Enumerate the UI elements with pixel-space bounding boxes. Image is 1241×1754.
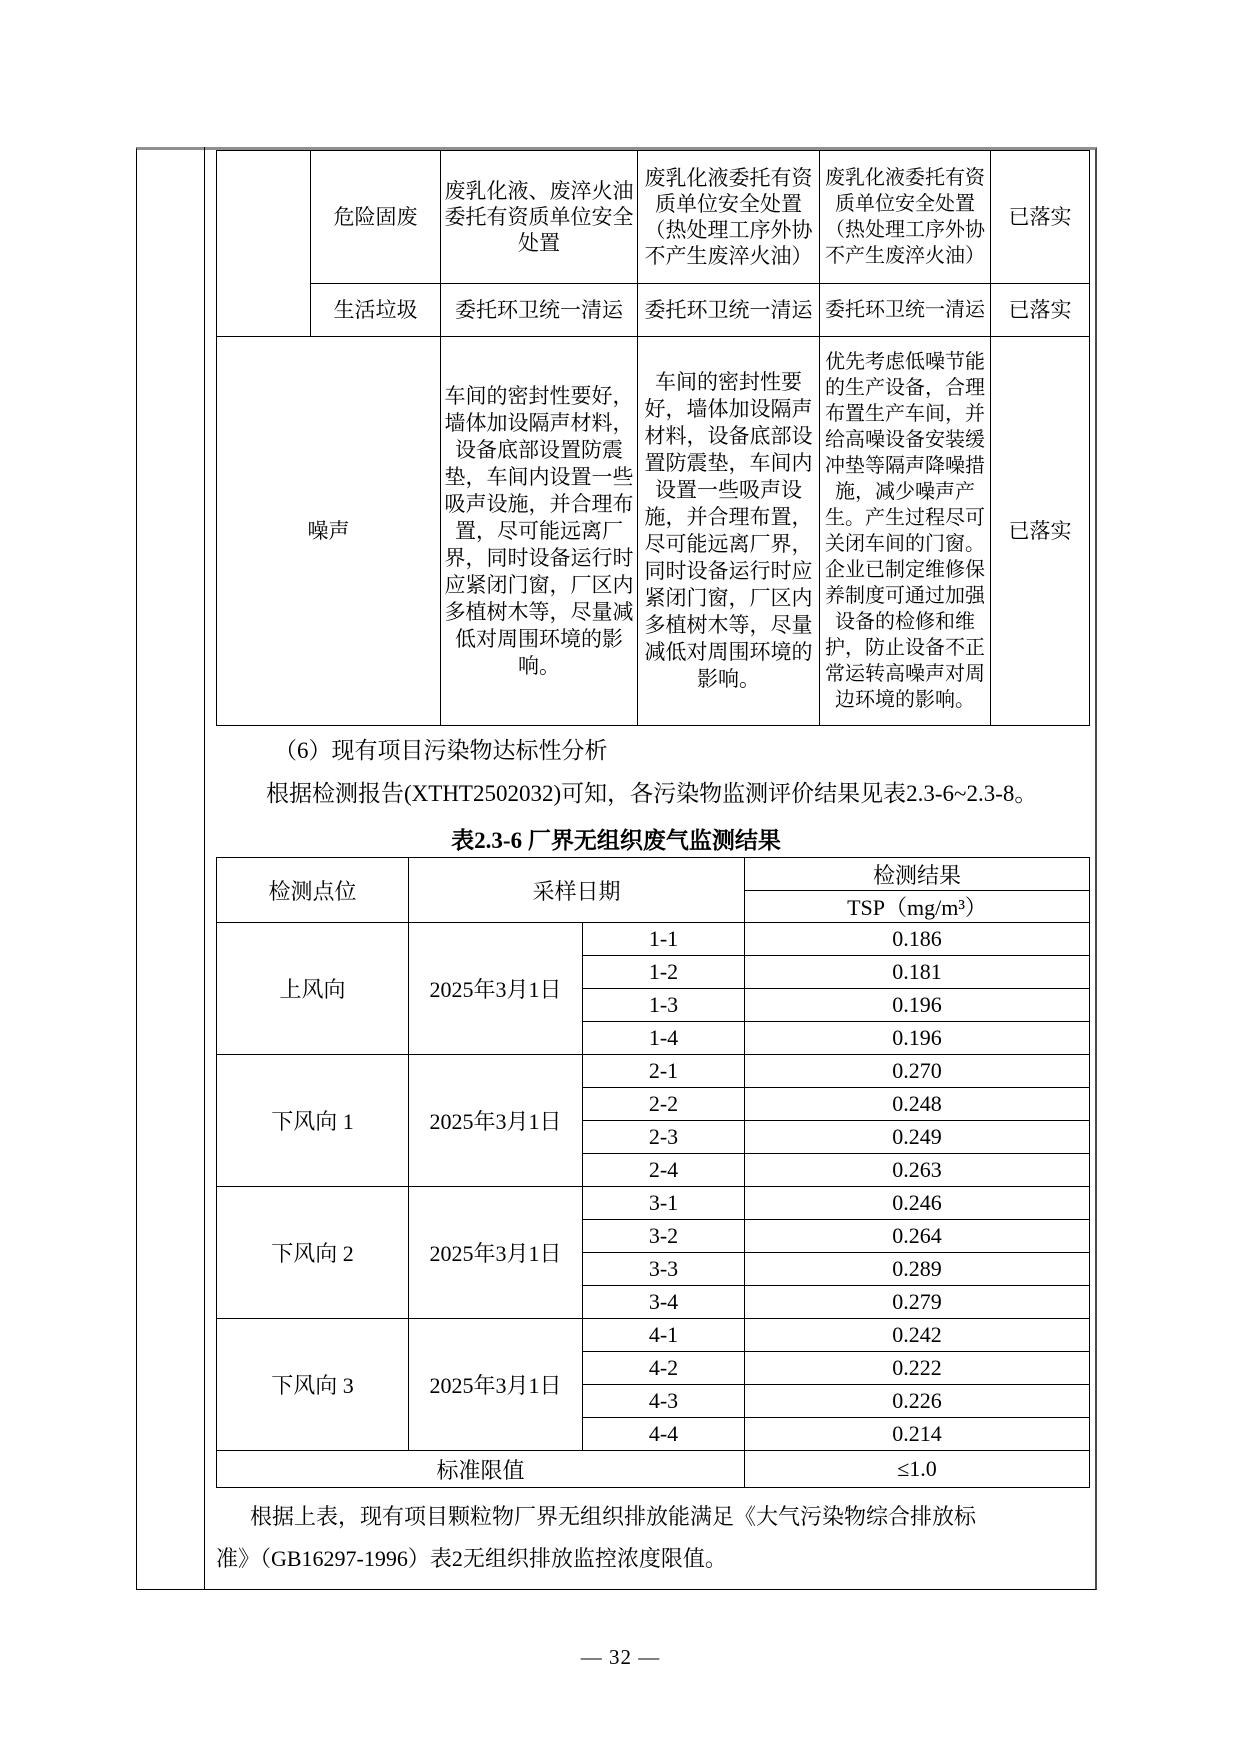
tsp-value-cell: 0.222 (745, 1352, 1090, 1385)
sample-id-cell: 4-3 (583, 1385, 745, 1418)
tsp-value-cell: 0.289 (745, 1253, 1090, 1286)
tsp-value-cell: 0.249 (745, 1121, 1090, 1154)
existing-measure-cell: 废乳化液、废淬火油委托有资质单位安全处置 (441, 151, 638, 284)
tsp-value-cell: 0.248 (745, 1088, 1090, 1121)
sample-id-cell: 1-2 (583, 956, 745, 989)
sample-id-cell: 2-2 (583, 1088, 745, 1121)
header-date: 采样日期 (409, 858, 745, 923)
proposed-measure-cell: 废乳化液委托有资质单位安全处置（热处理工序外协不产生废淬火油） (638, 151, 820, 284)
header-point: 检测点位 (217, 858, 409, 923)
sample-id-cell: 4-1 (583, 1319, 745, 1352)
sample-id-cell: 2-4 (583, 1154, 745, 1187)
limit-label-cell: 标准限值 (217, 1451, 745, 1488)
final-measure-cell: 委托环卫统一清运 (820, 284, 991, 337)
tsp-value-cell: 0.270 (745, 1055, 1090, 1088)
intro-paragraph: 根据检测报告(XTHT2502032)可知，各污染物监测评价结果见表2.3-6~2.3-8。 (266, 781, 1038, 806)
limit-row (217, 1451, 1090, 1488)
sample-id-cell: 4-2 (583, 1352, 745, 1385)
point-cell: 下风向 3 (217, 1319, 409, 1451)
sample-id-cell: 1-1 (583, 923, 745, 956)
date-cell: 2025年3月1日 (409, 1319, 583, 1451)
sample-id-cell: 4-4 (583, 1418, 745, 1451)
tsp-value-cell: 0.196 (745, 1022, 1090, 1055)
final-measure-cell: 优先考虑低噪节能的生产设备，合理布置生产车间，并给高噪设备安装缓冲垫等隔声降噪措施，减少噪声产生。产生过程尽可关闭车间的门窗。企业已制定维修保养制度可通过加强设备的检修和维护，防止设备不正常运转高噪声对周边环境的影响。 (820, 337, 991, 726)
date-cell: 2025年3月1日 (409, 923, 583, 1055)
item-cell: 噪声 (217, 337, 441, 726)
header-unit: TSP（mg/m³） (745, 891, 1090, 923)
point-cell: 上风向 (217, 923, 409, 1055)
table-row (217, 337, 1090, 726)
tsp-value-cell: 0.246 (745, 1187, 1090, 1220)
header-result: 检测结果 (745, 858, 1090, 891)
tsp-value-cell: 0.279 (745, 1286, 1090, 1319)
sample-id-cell: 1-4 (583, 1022, 745, 1055)
status-cell: 已落实 (991, 337, 1090, 726)
final-measure-cell: 废乳化液委托有资质单位安全处置（热处理工序外协不产生废淬火油） (820, 151, 991, 284)
point-cell: 下风向 1 (217, 1055, 409, 1187)
sample-id-cell: 3-3 (583, 1253, 745, 1286)
limit-value-cell: ≤1.0 (745, 1451, 1090, 1488)
mitigation-measures-table (216, 150, 1090, 726)
sample-id-cell: 3-1 (583, 1187, 745, 1220)
tsp-value-cell: 0.186 (745, 923, 1090, 956)
item-cell: 危险固废 (311, 151, 441, 284)
tsp-value-cell: 0.226 (745, 1385, 1090, 1418)
frame-label-column-divider (204, 147, 205, 1590)
tsp-value-cell: 0.196 (745, 989, 1090, 1022)
sample-id-cell: 2-3 (583, 1121, 745, 1154)
status-cell: 已落实 (991, 151, 1090, 284)
date-cell: 2025年3月1日 (409, 1187, 583, 1319)
tsp-value-cell: 0.263 (745, 1154, 1090, 1187)
tsp-value-cell: 0.242 (745, 1319, 1090, 1352)
table-row (217, 1055, 1090, 1088)
tsp-value-cell: 0.214 (745, 1418, 1090, 1451)
table-row (217, 923, 1090, 956)
sample-id-cell: 3-4 (583, 1286, 745, 1319)
table-row (217, 1319, 1090, 1352)
category-cell-empty (217, 151, 311, 337)
existing-measure-cell: 车间的密封性要好，墙体加设隔声材料，设备底部设置防震垫，车间内设置一些吸声设施，并合理布置，尽可能远离厂界，同时设备运行时应紧闭门窗，厂区内多植树木等，尽量减低对周围环境的影响。 (441, 337, 638, 726)
item-cell: 生活垃圾 (311, 284, 441, 337)
tsp-value-cell: 0.181 (745, 956, 1090, 989)
table-row (217, 1187, 1090, 1220)
header-row (217, 858, 1090, 891)
sample-id-cell: 3-2 (583, 1220, 745, 1253)
proposed-measure-cell: 委托环卫统一清运 (638, 284, 820, 337)
sample-id-cell: 2-1 (583, 1055, 745, 1088)
table-row (217, 151, 1090, 284)
table-row (217, 284, 1090, 337)
status-cell: 已落实 (991, 284, 1090, 337)
existing-measure-cell: 委托环卫统一清运 (441, 284, 638, 337)
tsp-value-cell: 0.264 (745, 1220, 1090, 1253)
monitoring-results-table (216, 857, 1090, 1488)
page-number: — 32 — (580, 1645, 661, 1669)
proposed-measure-cell: 车间的密封性要好，墙体加设隔声材料，设备底部设置防震垫，车间内设置一些吸声设施，并合理布置，尽可能远离厂界，同时设备运行时应紧闭门窗，厂区内多植树木等，尽量减低对周围环境的影响。 (638, 337, 820, 726)
date-cell: 2025年3月1日 (409, 1055, 583, 1187)
section-heading: （6）现有项目污染物达标性分析 (274, 738, 608, 763)
sample-id-cell: 1-3 (583, 989, 745, 1022)
conclusion-paragraph: 根据上表，现有项目颗粒物厂界无组织排放能满足《大气污染物综合排放标准》（GB16297-1996）表2无组织排放监控浓度限值。 (216, 1504, 977, 1571)
point-cell: 下风向 2 (217, 1187, 409, 1319)
table-title: 表2.3-6 厂界无组织废气监测结果 (451, 828, 781, 853)
